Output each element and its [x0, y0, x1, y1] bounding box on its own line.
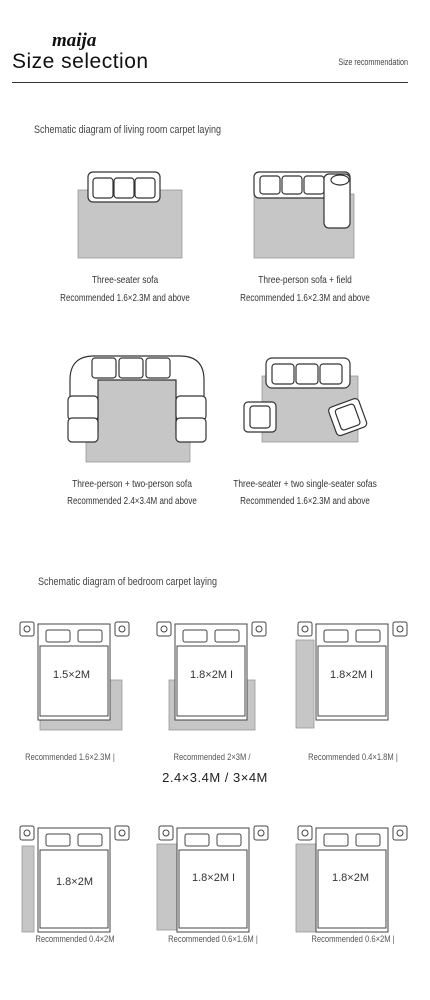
bedroom-recommendation: Recommended 0.4×1.8M | — [308, 752, 398, 763]
living-caption-recommendation: Recommended 1.6×2.3M and above — [60, 293, 190, 304]
living-caption-name: Three-person + two-person sofa — [72, 478, 192, 490]
bedroom-recommendation: Recommended 0.6×1.6M | — [168, 934, 258, 945]
bedroom-recommendation: Recommended 2×3M / — [173, 752, 251, 763]
bed-size-label: 1.8×2M — [332, 872, 369, 884]
living-caption-recommendation: Recommended 1.6×2.3M and above — [240, 496, 370, 507]
brand-logo: maija — [52, 30, 97, 51]
bed-size-label: 1.8×2M — [56, 876, 93, 888]
three-person-sofa-field-diagram — [250, 168, 360, 260]
size-recommendation-label: Size recommendation — [338, 57, 408, 67]
living-caption-name: Three-seater + two single-seater sofas — [233, 478, 377, 490]
extra-carpet-sizes: 2.4×3.4M / 3×4M — [162, 770, 268, 785]
header-divider — [12, 82, 408, 83]
page-title: Size selection — [12, 50, 149, 73]
living-caption-name: Three-seater sofa — [91, 274, 159, 286]
bed-size-label: 1.8×2M I — [192, 872, 236, 884]
bed-size-label: 1.8×2M I — [330, 669, 374, 681]
bedroom-recommendation: Recommended 1.6×2.3M | — [25, 752, 115, 763]
living-room-section-title: Schematic diagram of living room carpet laying — [34, 124, 221, 136]
living-caption-name: Three-person sofa + field — [258, 274, 352, 286]
living-caption-recommendation: Recommended 1.6×2.3M and above — [240, 293, 370, 304]
three-seater-sofa-diagram — [70, 168, 190, 260]
three-plus-two-sofa-diagram — [62, 352, 212, 464]
bedroom-section-title: Schematic diagram of bedroom carpet laying — [38, 576, 217, 588]
living-caption-recommendation: Recommended 2.4×3.4M and above — [67, 496, 197, 507]
bed-size-label: 1.8×2M I — [190, 669, 234, 681]
bedroom-recommendation: Recommended 0.4×2M — [35, 934, 115, 945]
bedroom-recommendation: Recommended 0.6×2M | — [311, 934, 395, 945]
bed-size-label: 1.5×2M — [53, 669, 90, 681]
three-plus-two-single-sofa-diagram — [240, 354, 370, 444]
